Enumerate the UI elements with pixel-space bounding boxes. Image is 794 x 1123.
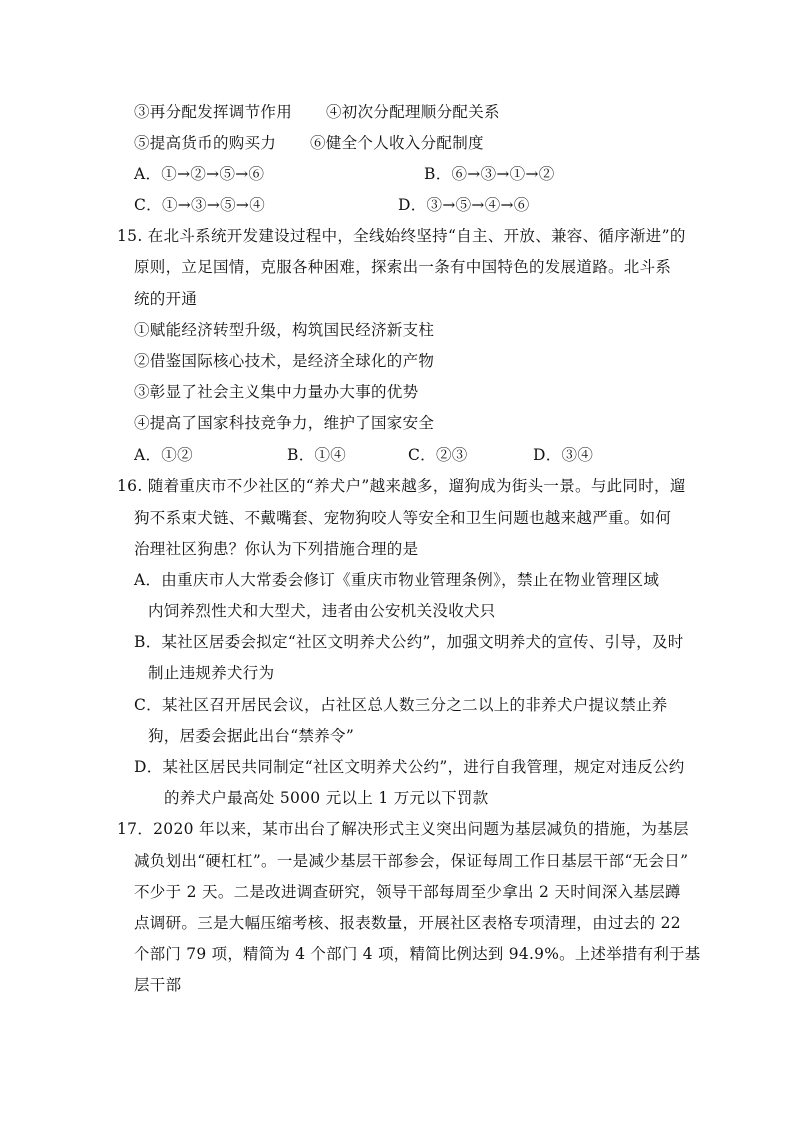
q16-choice-a-line-2: 内饲养烈性犬和大型犬，违者由公安机关没收犬只: [148, 602, 496, 620]
q15-stem-line-2: 原则，立足国情，克服各种困难，探索出一条有中国特色的发展道路。北斗系: [134, 258, 672, 276]
q15-item-1: ①赋能经济转型升级，构筑国民经济新支柱: [134, 321, 435, 339]
q15-stem-line-3: 统的开通: [134, 290, 198, 308]
q16-choice-c-line-2: 狗，居委会据此出台“禁养令”: [148, 727, 355, 745]
q16-choice-d-line-2: 的养犬户最高处 5000 元以上 1 万元以下罚款: [164, 789, 489, 807]
q14-choice-b: B．⑥→③→①→②: [424, 165, 555, 183]
q15-choice-c: C．②③: [408, 446, 468, 464]
q15-choice-a: A．①②: [134, 446, 193, 464]
q16-choice-a-line-1: A．由重庆市人大常委会修订《重庆市物业管理条例》，禁止在物业管理区域: [134, 571, 660, 589]
q16-stem-line-2: 狗不系束犬链、不戴嘴套、宠物狗咬人等安全和卫生问题也越来越严重。如何: [134, 509, 672, 527]
q15-choice-b: B．①④: [287, 446, 347, 464]
q15-item-3: ③彰显了社会主义集中力量办大事的优势: [134, 383, 419, 401]
q14-choice-c: C．①→③→⑤→④: [134, 196, 266, 214]
q17-line-4: 点调研。三是大幅压缩考核、报表数量，开展社区表格专项清理，由过去的 22: [134, 914, 681, 932]
q16-choice-c-line-1: C．某社区召开居民会议，占社区总人数三分之二以上的非养犬户提议禁止养: [134, 696, 668, 714]
q17-line-3: 不少于 2 天。二是改进调查研究，领导干部每周至少拿出 2 天时间深入基层蹲: [134, 883, 681, 901]
q16-stem-line-1: 16. 随着重庆市不少社区的“养犬户”越来越多，遛狗成为街头一景。与此同时，遛: [117, 477, 686, 495]
q15-choice-d: D．③④: [533, 446, 594, 464]
option-4: ④初次分配理顺分配关系: [326, 103, 500, 121]
q15-stem-line-1: 15. 在北斗系统开发建设过程中，全线始终坚持“自主、开放、兼容、循序渐进”的: [117, 227, 686, 245]
q16-stem-line-3: 治理社区狗患？你认为下列措施合理的是: [134, 540, 419, 558]
q14-choice-d: D．③→⑤→④→⑥: [398, 196, 530, 214]
option-3: ③再分配发挥调节作用: [134, 103, 293, 121]
q16-choice-d-line-1: D．某社区居民共同制定“社区文明养犬公约”，进行自我管理，规定对违反公约: [134, 758, 685, 776]
q17-line-1: 17．2020 年以来，某市出台了解决形式主义突出问题为基层减负的措施，为基层: [117, 820, 689, 838]
q15-item-2: ②借鉴国际核心技术，是经济全球化的产物: [134, 352, 435, 370]
q16-choice-b-line-1: B．某社区居委会拟定“社区文明养犬公约”，加强文明养犬的宣传、引导，及时: [134, 633, 684, 651]
option-6: ⑥健全个人收入分配制度: [310, 134, 484, 152]
q17-line-5: 个部门 79 项，精简为 4 个部门 4 项，精简比例达到 94.9%。上述举措有利于基: [134, 945, 701, 963]
q15-item-4: ④提高了国家科技竞争力，维护了国家安全: [134, 414, 435, 432]
q17-line-6: 层干部: [134, 976, 182, 994]
q14-choice-a: A．①→②→⑤→⑥: [134, 165, 265, 183]
option-5: ⑤提高货币的购买力: [134, 134, 277, 152]
q17-line-2: 减负划出“硬杠杠”。一是减少基层干部参会，保证每周工作日基层干部“无会日”: [134, 852, 689, 870]
q16-choice-b-line-2: 制止违规养犬行为: [148, 664, 275, 682]
